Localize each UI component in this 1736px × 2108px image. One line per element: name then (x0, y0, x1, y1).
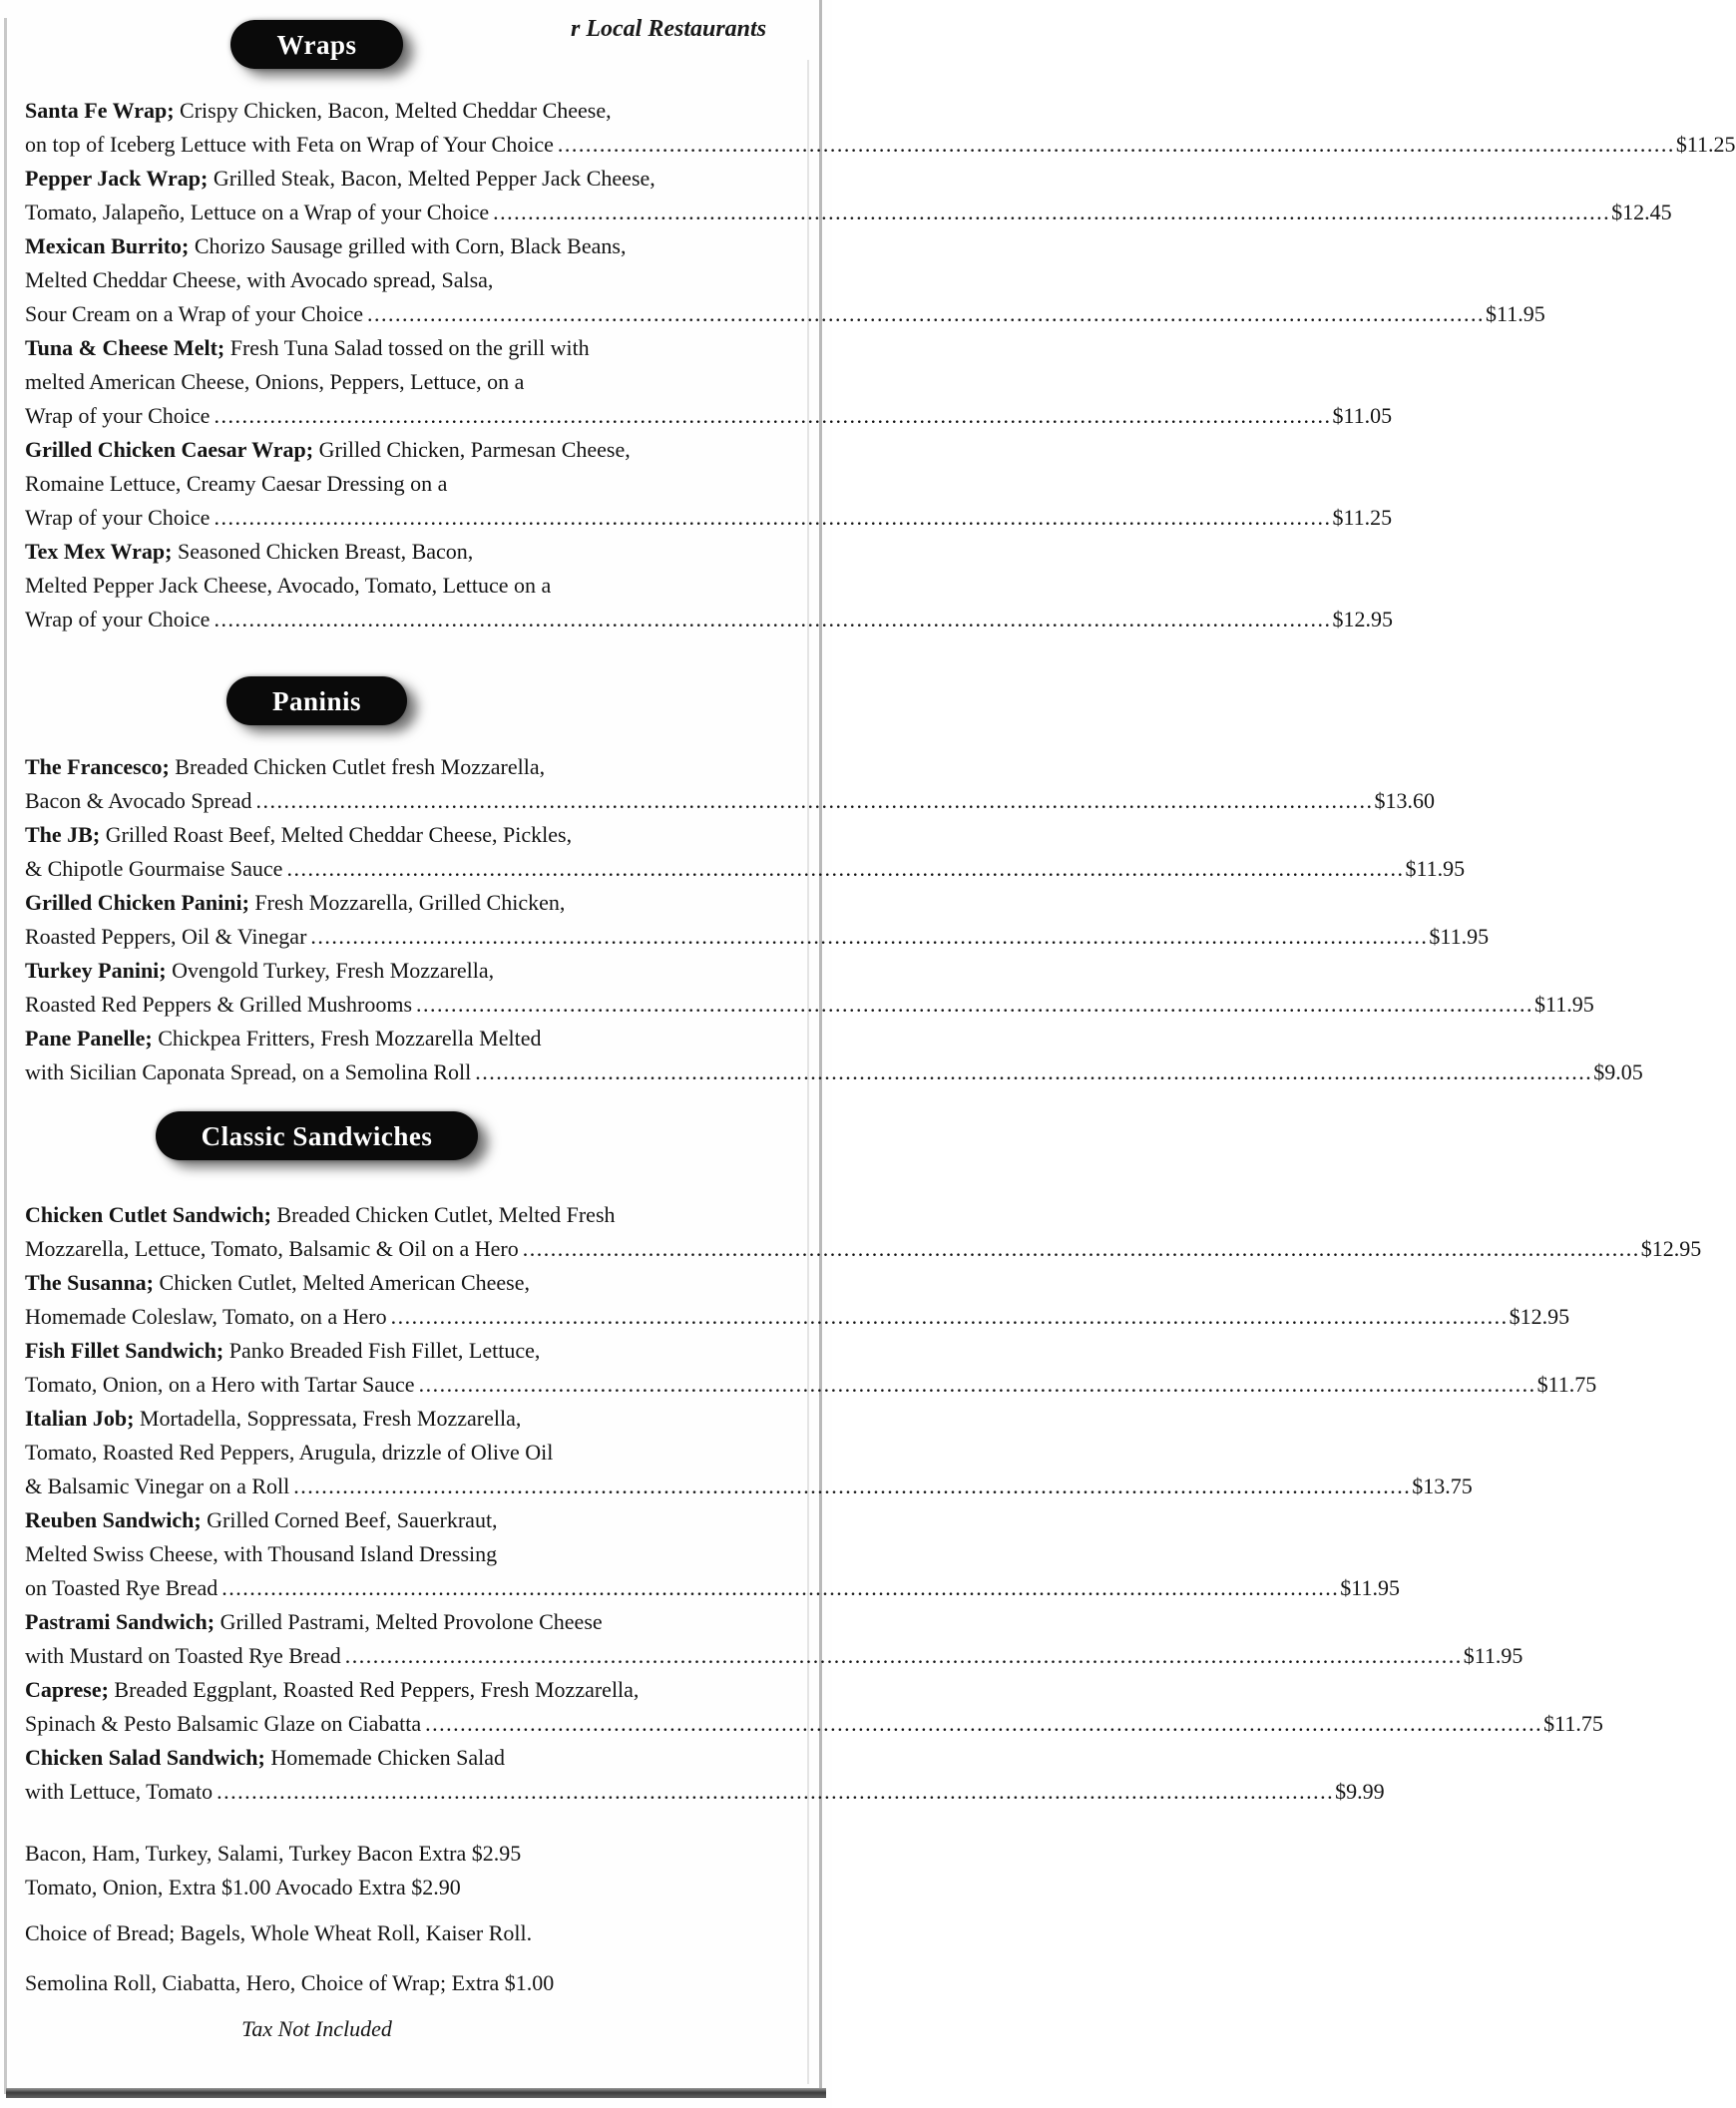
dotted-leader: ................................................................................................................................................................ (221, 1575, 1340, 1600)
menu-item-price: $12.45 (1611, 200, 1672, 224)
menu-item-line (25, 501, 1393, 535)
menu-item (25, 1198, 1702, 1266)
menu-item-desc: Spinach & Pesto Balsamic Glaze on Ciabatta (25, 1711, 422, 1736)
menu-item-desc: melted American Cheese, Onions, Peppers, Lettuce, on a (25, 369, 525, 394)
menu-item-price: $12.95 (1509, 1304, 1570, 1329)
menu-item (25, 162, 1672, 229)
menu-item-desc: Grilled Chicken, Parmesan Cheese, (318, 437, 631, 462)
menu-item-desc: Grilled Corned Beef, Sauerkraut, (207, 1507, 498, 1532)
dotted-leader: ................................................................................................................................................................ (367, 301, 1486, 326)
menu-item-line (25, 954, 730, 988)
dotted-leader: ................................................................................................................................................................ (214, 607, 1332, 632)
menu-item-desc: Panko Breaded Fish Fillet, Lettuce, (228, 1338, 541, 1363)
menu-item-line (25, 162, 730, 196)
menu-item-line (25, 988, 1594, 1022)
menu-item-price: $11.05 (1332, 403, 1393, 428)
menu-item-price: $11.95 (1340, 1575, 1400, 1600)
menu-item-line (25, 1198, 730, 1232)
menu-item-name: Pane Panelle; (25, 1026, 159, 1051)
dotted-leader: ................................................................................................................................................................ (557, 132, 1675, 157)
dotted-leader: ................................................................................................................................................................ (522, 1236, 1640, 1261)
section-items (25, 750, 1643, 1089)
menu-item-name: Reuben Sandwich; (25, 1507, 208, 1532)
menu-item-line (25, 886, 730, 920)
menu-item-name: Fish Fillet Sandwich; (25, 1338, 229, 1363)
menu-item-price: $11.95 (1429, 924, 1490, 949)
menu-item-desc: with Mustard on Toasted Rye Bread (25, 1643, 341, 1668)
menu-item-line (25, 467, 730, 501)
menu-item-name: Grilled Chicken Panini; (25, 890, 255, 915)
menu-section-wraps (25, 20, 1736, 636)
menu-item-line (25, 750, 730, 784)
menu-item-line (25, 1503, 730, 1537)
menu-item-desc: Grilled Roast Beef, Melted Cheddar Cheese, Pickles, (105, 822, 573, 847)
menu-item-line (25, 1707, 1603, 1741)
menu-item-name: Tex Mex Wrap; (25, 539, 178, 564)
menu-item-line (25, 365, 730, 399)
menu-item-desc: Homemade Coleslaw, Tomato, on a Hero (25, 1304, 387, 1329)
menu-item-name: Grilled Chicken Caesar Wrap; (25, 437, 319, 462)
menu-item-name: Santa Fe Wrap; (25, 98, 181, 123)
menu-item-price: $12.95 (1332, 607, 1393, 632)
section-pill-row (25, 1111, 609, 1160)
menu-item-line (25, 1055, 1643, 1089)
menu-item-line (25, 263, 730, 297)
dotted-leader: ................................................................................................................................................................ (217, 1779, 1335, 1804)
menu-item-line (25, 1436, 730, 1470)
menu-item (25, 954, 1594, 1022)
menu-item-name: Chicken Cutlet Sandwich; (25, 1202, 277, 1227)
menu-item (25, 535, 1393, 636)
menu-item-price: $11.25 (1332, 505, 1393, 530)
menu-item-name: The Susanna; (25, 1270, 160, 1295)
dotted-leader: ................................................................................................................................................................ (310, 924, 1429, 949)
menu-item-desc: & Balsamic Vinegar on a Roll (25, 1474, 290, 1498)
menu-item-name: Pepper Jack Wrap; (25, 166, 214, 191)
menu-item-line (25, 196, 1672, 229)
menu-item-line (25, 535, 730, 569)
menu-item-name: Caprese; (25, 1677, 115, 1702)
menu-item-desc: Chicken Cutlet, Melted American Cheese, (159, 1270, 530, 1295)
dotted-leader: ................................................................................................................................................................ (214, 505, 1332, 530)
menu-item (25, 229, 1545, 331)
menu-item-desc: Homemade Chicken Salad (270, 1745, 505, 1770)
menu-item (25, 1334, 1597, 1402)
menu-item-desc: Fresh Mozzarella, Grilled Chicken, (254, 890, 566, 915)
menu-item-desc: Chorizo Sausage grilled with Corn, Black Beans, (194, 233, 627, 258)
menu-item-desc: Wrap of your Choice (25, 607, 211, 632)
menu-item-desc: Roasted Peppers, Oil & Vinegar (25, 924, 307, 949)
menu-item (25, 1503, 1400, 1605)
menu-item-line (25, 1368, 1597, 1402)
dotted-leader: ................................................................................................................................................................ (293, 1474, 1412, 1498)
dotted-leader: ................................................................................................................................................................ (475, 1059, 1593, 1084)
menu-item-line (25, 128, 1736, 162)
menu-item-desc: Tomato, Roasted Red Peppers, Arugula, drizzle of Olive Oil (25, 1440, 554, 1465)
menu-item-name: The Francesco; (25, 754, 176, 779)
menu-item (25, 1673, 1603, 1741)
menu-item-line (25, 433, 730, 467)
menu-item-line (25, 94, 730, 128)
menu-item-desc: Fresh Tuna Salad tossed on the grill with (229, 335, 590, 360)
menu-item-line (25, 1334, 730, 1368)
menu-section-paninis (25, 676, 1643, 1089)
menu-item-line (25, 1605, 730, 1639)
menu-item-name: Tuna & Cheese Melt; (25, 335, 230, 360)
menu-item-desc: Breaded Chicken Cutlet, Melted Fresh (276, 1202, 616, 1227)
menu-item-desc: on top of Iceberg Lettuce with Feta on Wrap of Your Choice (25, 132, 554, 157)
menu-item-line (25, 1775, 1385, 1809)
menu-item-desc: Melted Cheddar Cheese, with Avocado spread, Salsa, (25, 267, 494, 292)
menu-item-desc: Roasted Red Peppers & Grilled Mushrooms (25, 992, 413, 1017)
menu-item-desc: Romaine Lettuce, Creamy Caesar Dressing on a (25, 471, 448, 496)
tax-note: Tax Not Included (241, 2016, 392, 2041)
menu-item-price: $11.95 (1534, 992, 1594, 1017)
menu-item-price: $13.75 (1412, 1474, 1473, 1498)
menu-item-price: $11.95 (1486, 301, 1545, 326)
menu-item-line (25, 297, 1545, 331)
dotted-leader: ................................................................................................................................................................ (416, 992, 1534, 1017)
menu-item-line (25, 603, 1393, 636)
menu-item-desc: Melted Pepper Jack Cheese, Avocado, Tomato, Lettuce on a (25, 573, 552, 598)
menu-item-line (25, 852, 1466, 886)
menu-item-line (25, 1300, 1570, 1334)
menu-item-desc: Grilled Pastrami, Melted Provolone Cheese (219, 1609, 603, 1634)
watermark-text: r Local Restaurants (571, 16, 767, 42)
menu-item-line (25, 1022, 730, 1055)
menu-item-desc: Mortadella, Soppressata, Fresh Mozzarella, (139, 1406, 522, 1431)
menu-item-price: $11.75 (1536, 1372, 1597, 1397)
menu-item (25, 433, 1393, 535)
dotted-leader: ................................................................................................................................................................ (390, 1304, 1509, 1329)
section-title-pill: Classic Sandwiches (156, 1111, 479, 1160)
menu-item-desc: Chickpea Fritters, Fresh Mozzarella Melted (158, 1026, 542, 1051)
menu-content (25, 20, 1736, 2042)
menu-item-desc: Wrap of your Choice (25, 505, 211, 530)
menu-item-name: Chicken Salad Sandwich; (25, 1745, 271, 1770)
section-items (25, 1198, 1702, 1809)
menu-item-line (25, 399, 1393, 433)
menu-item-name: Mexican Burrito; (25, 233, 195, 258)
dotted-leader: ................................................................................................................................................................ (493, 200, 1611, 224)
dotted-leader: ................................................................................................................................................................ (214, 403, 1332, 428)
menu-item-line (25, 1266, 730, 1300)
menu-item-line (25, 229, 730, 263)
menu-item-name: Pastrami Sandwich; (25, 1609, 220, 1634)
menu-item-price: $9.99 (1335, 1779, 1385, 1804)
menu-item-line (25, 1741, 730, 1775)
menu-item-line (25, 1571, 1400, 1605)
menu-item-line (25, 784, 1435, 818)
menu-item (25, 1402, 1473, 1503)
menu-item (25, 1605, 1523, 1673)
menu-item-name: Italian Job; (25, 1406, 140, 1431)
menu-item-line (25, 1537, 730, 1571)
menu-item (25, 94, 1736, 162)
menu-item-line (25, 920, 1490, 954)
menu-item (25, 750, 1435, 818)
menu-item-price: $11.95 (1463, 1643, 1523, 1668)
footer-notes (25, 1837, 730, 2000)
menu-item (25, 1266, 1570, 1334)
menu-item-desc: Tomato, Onion, on a Hero with Tartar Sauce (25, 1372, 415, 1397)
footer-note: Semolina Roll, Ciabatta, Hero, Choice of Wrap; Extra $1.00 (25, 1970, 555, 1995)
section-title-pill: Wraps (230, 20, 402, 69)
menu-item-price: $9.05 (1593, 1059, 1643, 1084)
menu-item-price: $11.95 (1405, 856, 1466, 881)
menu-item (25, 886, 1490, 954)
menu-item-desc: Tomato, Jalapeño, Lettuce on a Wrap of your Choice (25, 200, 490, 224)
menu-item-line (25, 1673, 730, 1707)
page-bottom-edge (6, 2088, 826, 2098)
menu-item-line (25, 331, 730, 365)
menu-item-line (25, 1470, 1473, 1503)
menu-item-desc: Grilled Steak, Bacon, Melted Pepper Jack Cheese, (213, 166, 655, 191)
menu-item-desc: Sour Cream on a Wrap of your Choice (25, 301, 364, 326)
menu-item-desc: Crispy Chicken, Bacon, Melted Cheddar Cheese, (180, 98, 612, 123)
menu-item-desc: with Lettuce, Tomato (25, 1779, 214, 1804)
dotted-leader: ................................................................................................................................................................ (344, 1643, 1463, 1668)
dotted-leader: ................................................................................................................................................................ (418, 1372, 1536, 1397)
footer-note: Tomato, Onion, Extra $1.00 Avocado Extra $2.90 (25, 1875, 461, 1899)
section-items (25, 94, 1736, 636)
menu-item-line (25, 569, 730, 603)
menu-sections (25, 20, 1736, 1809)
section-pill-row (25, 676, 609, 725)
menu-item-price: $11.25 (1675, 132, 1736, 157)
menu-item-desc: on Toasted Rye Bread (25, 1575, 218, 1600)
menu-item-desc: Wrap of your Choice (25, 403, 211, 428)
menu-item-desc: Mozzarella, Lettuce, Tomato, Balsamic & Oil on a Hero (25, 1236, 519, 1261)
menu-item-desc: Melted Swiss Cheese, with Thousand Island Dressing (25, 1541, 498, 1566)
menu-item-desc: Seasoned Chicken Breast, Bacon, (177, 539, 474, 564)
menu-item-price: $11.75 (1543, 1711, 1603, 1736)
menu-item-desc: Breaded Eggplant, Roasted Red Peppers, Fresh Mozzarella, (114, 1677, 640, 1702)
menu-item (25, 1022, 1643, 1089)
footer-note: Choice of Bread; Bagels, Whole Wheat Roll, Kaiser Roll. (25, 1920, 533, 1945)
dotted-leader: ................................................................................................................................................................ (255, 788, 1374, 813)
section-pill-row (25, 20, 609, 69)
menu-item-line (25, 818, 730, 852)
menu-item-name: Turkey Panini; (25, 958, 173, 983)
menu-item (25, 818, 1466, 886)
menu-item (25, 331, 1393, 433)
menu-item-line (25, 1402, 730, 1436)
menu-item-price: $12.95 (1640, 1236, 1702, 1261)
menu-item-desc: & Chipotle Gourmaise Sauce (25, 856, 283, 881)
menu-item-desc: with Sicilian Caponata Spread, on a Semolina Roll (25, 1059, 472, 1084)
footer-note: Bacon, Ham, Turkey, Salami, Turkey Bacon Extra $2.95 (25, 1841, 522, 1866)
menu-item-price: $13.60 (1374, 788, 1435, 813)
menu-item-desc: Breaded Chicken Cutlet fresh Mozzarella, (175, 754, 546, 779)
menu-item (25, 1741, 1385, 1809)
menu-item-desc: Bacon & Avocado Spread (25, 788, 252, 813)
menu-item-name: The JB; (25, 822, 106, 847)
menu-item-line (25, 1639, 1523, 1673)
dotted-leader: ................................................................................................................................................................ (286, 856, 1405, 881)
page-edge-left (4, 18, 7, 2094)
section-title-pill: Paninis (226, 676, 407, 725)
menu-item-line (25, 1232, 1702, 1266)
menu-section-classic-sandwiches (25, 1111, 1702, 1809)
dotted-leader: ................................................................................................................................................................ (425, 1711, 1543, 1736)
menu-item-desc: Ovengold Turkey, Fresh Mozzarella, (172, 958, 495, 983)
